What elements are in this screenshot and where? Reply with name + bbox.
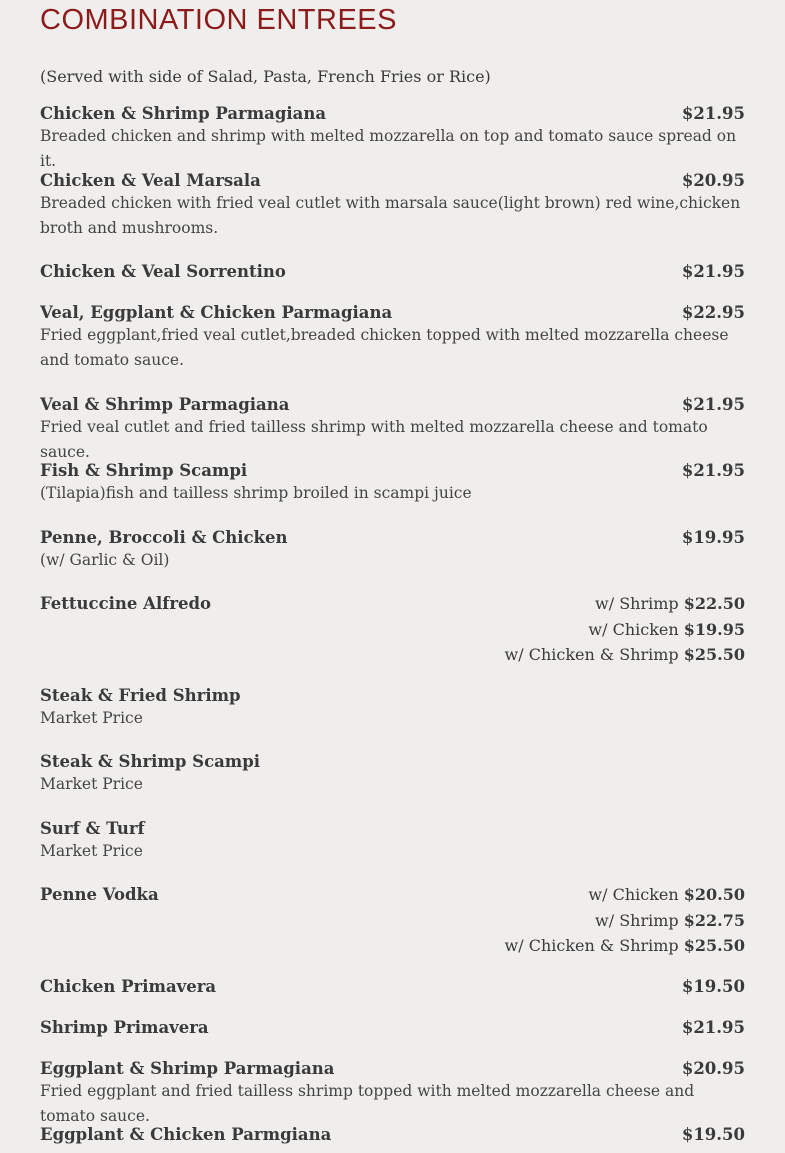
price-option xyxy=(505,911,745,937)
option-price: $22.50 xyxy=(683,594,745,613)
price-option xyxy=(505,594,745,620)
option-label: w/ Chicken & Shrimp xyxy=(504,936,679,956)
item-description: Breaded chicken with fried veal cutlet with marsala sauce(light brown) red wine,chicken broth and mushrooms. xyxy=(40,194,741,237)
menu-item xyxy=(40,594,745,674)
menu-item xyxy=(40,395,745,465)
section-title: COMBINATION ENTREES xyxy=(40,4,397,36)
price-option xyxy=(505,620,745,646)
option-price: $22.75 xyxy=(683,910,745,930)
item-price: $20.95 xyxy=(681,1059,745,1078)
item-price: $21.95 xyxy=(681,461,745,480)
item-name: Steak & Shrimp Scampi xyxy=(40,752,261,771)
menu-item xyxy=(40,1059,745,1129)
item-description: (w/ Garlic & Oil) xyxy=(40,551,170,569)
item-name: Penne, Broccoli & Chicken xyxy=(40,528,288,547)
item-description: Fried eggplant and fried tailless shrimp topped with melted mozzarella cheese and tomato sauce. xyxy=(40,1082,695,1125)
item-price: $21.95 xyxy=(681,104,745,123)
item-price: $19.95 xyxy=(681,528,745,547)
price-option xyxy=(505,936,745,962)
menu-item xyxy=(40,686,745,731)
item-name: Eggplant & Chicken Parmgiana xyxy=(40,1125,332,1144)
item-price: $22.95 xyxy=(681,303,745,322)
item-price: $21.95 xyxy=(681,262,745,281)
menu-item xyxy=(40,977,745,996)
option-price: $19.95 xyxy=(683,619,745,639)
menu-item xyxy=(40,752,745,797)
price-options xyxy=(505,885,745,962)
item-description: Market Price xyxy=(40,775,143,793)
item-price: $19.50 xyxy=(681,977,745,996)
option-label: w/ Chicken xyxy=(588,885,679,904)
item-name: Chicken & Veal Sorrentino xyxy=(40,262,286,281)
option-label: w/ Chicken & Shrimp xyxy=(504,645,679,665)
item-name: Steak & Fried Shrimp xyxy=(40,686,241,705)
item-price: $21.95 xyxy=(681,1018,745,1037)
price-option xyxy=(505,885,745,911)
item-name: Chicken & Shrimp Parmagiana xyxy=(40,104,327,123)
menu-item xyxy=(40,303,745,373)
item-name: Penne Vodka xyxy=(40,885,159,904)
item-description: Market Price xyxy=(40,842,143,860)
menu-item xyxy=(40,104,745,174)
price-options xyxy=(505,594,745,671)
item-name: Surf & Turf xyxy=(40,819,145,838)
menu-item xyxy=(40,819,745,864)
option-label: w/ Chicken xyxy=(588,619,679,639)
item-name: Chicken Primavera xyxy=(40,977,217,996)
item-price: $21.95 xyxy=(681,395,745,414)
menu-item xyxy=(40,1125,745,1144)
item-description: (Tilapia)fish and tailless shrimp broiled in scampi juice xyxy=(40,484,472,502)
price-option xyxy=(505,645,745,671)
item-description: Breaded chicken and shrimp with melted mozzarella on top and tomato sauce spread on it. xyxy=(40,127,737,170)
menu-item xyxy=(40,528,745,573)
option-price: $20.50 xyxy=(683,885,745,904)
served-with-note: (Served with side of Salad, Pasta, French Fries or Rice) xyxy=(40,67,491,86)
item-name: Fish & Shrimp Scampi xyxy=(40,461,248,480)
option-label: w/ Shrimp xyxy=(595,910,679,930)
option-price: $25.50 xyxy=(683,645,745,665)
item-price: $19.50 xyxy=(681,1125,745,1144)
item-description: Market Price xyxy=(40,709,143,727)
item-description: Fried eggplant,fried veal cutlet,breaded chicken topped with melted mozzarella cheese and tomato sauce. xyxy=(40,326,729,369)
option-label: w/ Shrimp xyxy=(595,594,679,613)
menu-item xyxy=(40,885,745,965)
item-name: Shrimp Primavera xyxy=(40,1018,209,1037)
menu-item xyxy=(40,171,745,241)
item-name: Eggplant & Shrimp Parmagiana xyxy=(40,1059,335,1078)
item-name: Veal & Shrimp Parmagiana xyxy=(40,395,290,414)
item-description: Fried veal cutlet and fried tailless shrimp with melted mozzarella cheese and tomato sauce. xyxy=(40,418,708,461)
menu-item xyxy=(40,461,745,506)
item-name: Chicken & Veal Marsala xyxy=(40,171,261,190)
menu-item xyxy=(40,262,745,281)
item-name: Veal, Eggplant & Chicken Parmagiana xyxy=(40,303,393,322)
item-name: Fettuccine Alfredo xyxy=(40,594,212,613)
menu-item xyxy=(40,1018,745,1037)
item-price: $20.95 xyxy=(681,171,745,190)
option-price: $25.50 xyxy=(683,936,745,956)
